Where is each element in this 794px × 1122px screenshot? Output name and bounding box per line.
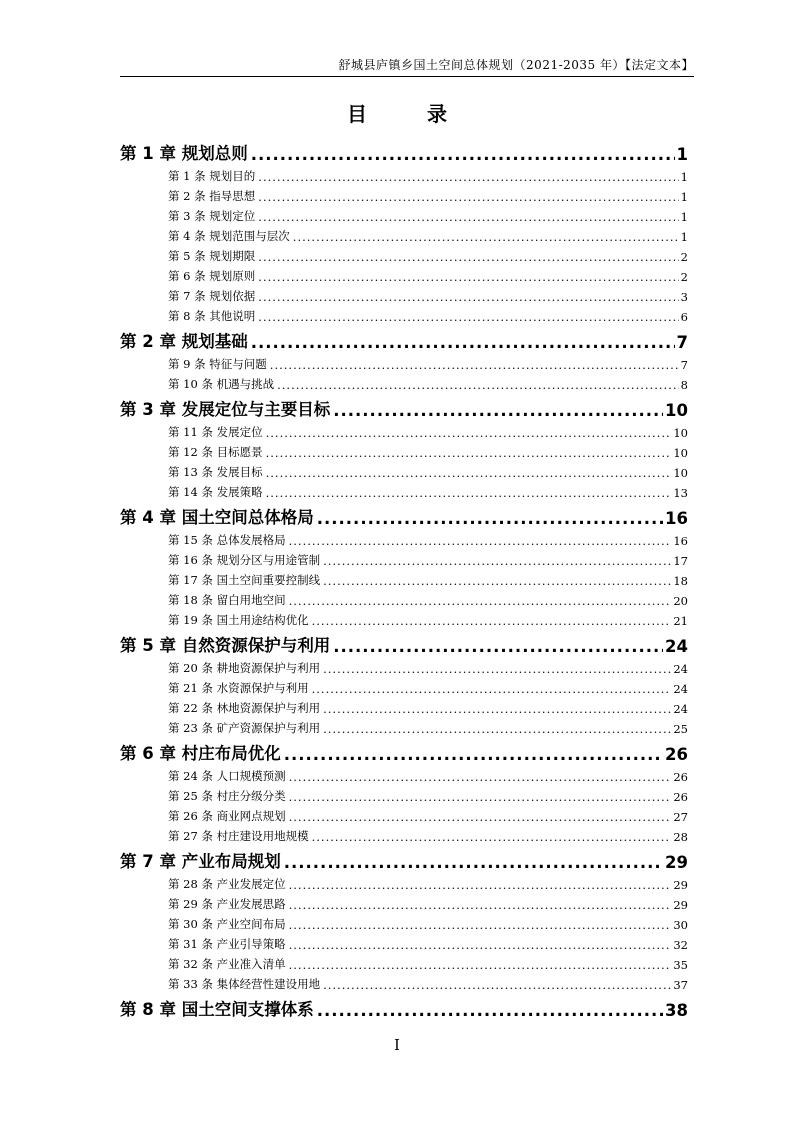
toc-chapter-entry[interactable] bbox=[120, 324, 688, 352]
toc-entry-label: 第 32 条 产业准入清单 bbox=[168, 957, 286, 971]
dot-leader bbox=[317, 509, 663, 528]
toc-entry-page: 16 bbox=[665, 509, 688, 528]
dot-leader bbox=[258, 210, 678, 224]
toc-entry-page: 7 bbox=[676, 333, 688, 352]
toc-entry-page: 10 bbox=[673, 446, 688, 460]
toc-entry-label: 第 20 条 耕地资源保护与利用 bbox=[168, 661, 321, 675]
dot-leader bbox=[333, 401, 663, 420]
dot-leader bbox=[289, 810, 672, 824]
toc-entry-label: 第 25 条 村庄分级分类 bbox=[168, 789, 286, 803]
toc-article-entry[interactable] bbox=[120, 952, 688, 972]
toc-article-entry[interactable] bbox=[120, 784, 688, 804]
toc-entry-label: 第 3 章 发展定位与主要目标 bbox=[120, 400, 331, 419]
dot-leader bbox=[289, 938, 672, 952]
dot-leader bbox=[266, 446, 672, 460]
toc-entry-page: 25 bbox=[673, 722, 688, 736]
toc-entry-page: 24 bbox=[673, 662, 688, 676]
toc-entry-label: 第 1 条 规划目的 bbox=[168, 169, 256, 183]
toc-entry-page: 24 bbox=[673, 682, 688, 696]
dot-leader bbox=[258, 310, 678, 324]
toc-entry-page: 3 bbox=[680, 290, 688, 304]
toc-entry-page: 26 bbox=[673, 790, 688, 804]
dot-leader bbox=[277, 378, 679, 392]
dot-leader bbox=[258, 190, 678, 204]
toc-entry-page: 20 bbox=[673, 594, 688, 608]
toc-entry-label: 第 6 条 规划原则 bbox=[168, 269, 256, 283]
dot-leader bbox=[266, 426, 672, 440]
toc-entry-page: 8 bbox=[680, 378, 688, 392]
toc-entry-page: 30 bbox=[673, 918, 688, 932]
toc-entry-label: 第 23 条 矿产资源保护与利用 bbox=[168, 721, 321, 735]
toc-chapter-entry[interactable] bbox=[120, 628, 688, 656]
running-header: 舒城县庐镇乡国土空间总体规划（2021-2035 年）【法定文本】 bbox=[338, 58, 694, 72]
toc-article-entry[interactable] bbox=[120, 352, 688, 372]
toc-chapter-entry[interactable] bbox=[120, 992, 688, 1020]
toc-entry-label: 第 30 条 产业空间布局 bbox=[168, 917, 286, 931]
toc-entry-page: 10 bbox=[665, 401, 688, 420]
toc-article-entry[interactable] bbox=[120, 764, 688, 784]
dot-leader bbox=[317, 1001, 663, 1020]
toc-article-entry[interactable] bbox=[120, 528, 688, 548]
toc-article-entry[interactable] bbox=[120, 656, 688, 676]
toc-article-entry[interactable] bbox=[120, 588, 688, 608]
toc-entry-label: 第 16 条 规划分区与用途管制 bbox=[168, 553, 321, 567]
toc-entry-label: 第 14 条 发展策略 bbox=[168, 485, 263, 499]
toc-entry-label: 第 33 条 集体经营性建设用地 bbox=[168, 977, 321, 991]
toc-article-entry[interactable] bbox=[120, 284, 688, 304]
toc-article-entry[interactable] bbox=[120, 440, 688, 460]
toc-article-entry[interactable] bbox=[120, 568, 688, 588]
toc-entry-label: 第 7 章 产业布局规划 bbox=[120, 852, 281, 871]
toc-entry-label: 第 29 条 产业发展思路 bbox=[168, 897, 286, 911]
dot-leader bbox=[251, 145, 675, 164]
toc-entry-label: 第 8 章 国土空间支撑体系 bbox=[120, 1000, 314, 1019]
toc-entry-page: 1 bbox=[680, 230, 688, 244]
dot-leader bbox=[312, 830, 672, 844]
toc-chapter-entry[interactable] bbox=[120, 844, 688, 872]
toc-article-entry[interactable] bbox=[120, 224, 688, 244]
dot-leader bbox=[284, 853, 663, 872]
toc-entry-page: 26 bbox=[665, 745, 688, 764]
toc-entry-page: 1 bbox=[680, 210, 688, 224]
toc-article-entry[interactable] bbox=[120, 164, 688, 184]
toc-entry-page: 29 bbox=[673, 898, 688, 912]
toc-chapter-entry[interactable] bbox=[120, 736, 688, 764]
toc-article-entry[interactable] bbox=[120, 804, 688, 824]
dot-leader bbox=[323, 662, 671, 676]
toc-entry-page: 13 bbox=[673, 486, 688, 500]
toc-entry-label: 第 21 条 水资源保护与利用 bbox=[168, 681, 309, 695]
toc-entry-page: 1 bbox=[680, 190, 688, 204]
toc-chapter-entry[interactable] bbox=[120, 500, 688, 528]
dot-leader bbox=[289, 958, 672, 972]
toc-entry-label: 第 24 条 人口规模预测 bbox=[168, 769, 286, 783]
toc-article-entry[interactable] bbox=[120, 696, 688, 716]
toc-entry-page: 18 bbox=[673, 574, 688, 588]
toc-article-entry[interactable] bbox=[120, 184, 688, 204]
toc-entry-label: 第 28 条 产业发展定位 bbox=[168, 877, 286, 891]
dot-leader bbox=[323, 574, 671, 588]
dot-leader bbox=[251, 333, 675, 352]
dot-leader bbox=[289, 770, 672, 784]
toc-entry-page: 24 bbox=[673, 702, 688, 716]
dot-leader bbox=[323, 978, 671, 992]
toc-entry-page: 24 bbox=[665, 637, 688, 656]
toc-article-entry[interactable] bbox=[120, 264, 688, 284]
toc-article-entry[interactable] bbox=[120, 304, 688, 324]
toc-entry-label: 第 27 条 村庄建设用地规模 bbox=[168, 829, 309, 843]
toc-entry-label: 第 13 条 发展目标 bbox=[168, 465, 263, 479]
dot-leader bbox=[333, 637, 663, 656]
toc-entry-label: 第 8 条 其他说明 bbox=[168, 309, 256, 323]
toc-article-entry[interactable] bbox=[120, 872, 688, 892]
dot-leader bbox=[312, 614, 672, 628]
dot-leader bbox=[289, 878, 672, 892]
toc-entry-page: 7 bbox=[680, 358, 688, 372]
toc-entry-page: 10 bbox=[673, 466, 688, 480]
toc-article-entry[interactable] bbox=[120, 932, 688, 952]
toc-entry-page: 38 bbox=[665, 1001, 688, 1020]
dot-leader bbox=[293, 230, 679, 244]
dot-leader bbox=[289, 918, 672, 932]
toc-entry-label: 第 3 条 规划定位 bbox=[168, 209, 256, 223]
toc-entry-page: 27 bbox=[673, 810, 688, 824]
toc-article-entry[interactable] bbox=[120, 460, 688, 480]
toc-article-entry[interactable] bbox=[120, 716, 688, 736]
dot-leader bbox=[289, 594, 672, 608]
toc-entry-label: 第 22 条 林地资源保护与利用 bbox=[168, 701, 321, 715]
dot-leader bbox=[284, 745, 663, 764]
toc-entry-label: 第 11 条 发展定位 bbox=[168, 425, 263, 439]
dot-leader bbox=[266, 486, 672, 500]
toc-entry-label: 第 15 条 总体发展格局 bbox=[168, 533, 286, 547]
dot-leader bbox=[312, 682, 672, 696]
toc-entry-label: 第 4 章 国土空间总体格局 bbox=[120, 508, 314, 527]
toc-entry-label: 第 5 章 自然资源保护与利用 bbox=[120, 636, 331, 655]
toc-entry-page: 2 bbox=[680, 250, 688, 264]
toc-entry-page: 16 bbox=[673, 534, 688, 548]
toc-article-entry[interactable] bbox=[120, 548, 688, 568]
dot-leader bbox=[270, 358, 679, 372]
toc-entry-page: 2 bbox=[680, 270, 688, 284]
dot-leader bbox=[258, 270, 678, 284]
dot-leader bbox=[323, 702, 671, 716]
dot-leader bbox=[323, 554, 671, 568]
toc-title: 目 录 bbox=[347, 102, 467, 126]
toc-entry-page: 6 bbox=[680, 310, 688, 324]
toc-entry-page: 1 bbox=[680, 170, 688, 184]
page-number: I bbox=[394, 1036, 400, 1054]
toc-article-entry[interactable] bbox=[120, 972, 688, 992]
dot-leader bbox=[258, 250, 678, 264]
dot-leader bbox=[258, 290, 678, 304]
toc-article-entry[interactable] bbox=[120, 204, 688, 224]
toc-article-entry[interactable] bbox=[120, 892, 688, 912]
toc-article-entry[interactable] bbox=[120, 676, 688, 696]
toc-entry-label: 第 12 条 目标愿景 bbox=[168, 445, 263, 459]
dot-leader bbox=[323, 722, 671, 736]
toc-entry-page: 26 bbox=[673, 770, 688, 784]
toc-article-entry[interactable] bbox=[120, 480, 688, 500]
toc-entry-page: 35 bbox=[673, 958, 688, 972]
toc-entry-label: 第 2 章 规划基础 bbox=[120, 332, 248, 351]
toc-article-entry[interactable] bbox=[120, 608, 688, 628]
toc-entry-label: 第 10 条 机遇与挑战 bbox=[168, 377, 275, 391]
toc-entry-label: 第 7 条 规划依据 bbox=[168, 289, 256, 303]
dot-leader bbox=[266, 466, 672, 480]
toc-entry-label: 第 5 条 规划期限 bbox=[168, 249, 256, 263]
toc-entry-label: 第 18 条 留白用地空间 bbox=[168, 593, 286, 607]
dot-leader bbox=[289, 790, 672, 804]
toc-chapter-entry[interactable] bbox=[120, 136, 688, 164]
dot-leader bbox=[289, 534, 672, 548]
header-rule bbox=[120, 76, 694, 77]
toc-entry-page: 29 bbox=[665, 853, 688, 872]
toc-chapter-entry[interactable] bbox=[120, 392, 688, 420]
toc-entry-label: 第 2 条 指导思想 bbox=[168, 189, 256, 203]
toc-entry-label: 第 19 条 国土用途结构优化 bbox=[168, 613, 309, 627]
toc-entry-label: 第 31 条 产业引导策略 bbox=[168, 937, 286, 951]
toc-entry-label: 第 9 条 特征与问题 bbox=[168, 357, 267, 371]
toc-entry-page: 37 bbox=[673, 978, 688, 992]
toc-entry-label: 第 26 条 商业网点规划 bbox=[168, 809, 286, 823]
toc-entry-page: 32 bbox=[673, 938, 688, 952]
toc-article-entry[interactable] bbox=[120, 372, 688, 392]
toc-entry-page: 28 bbox=[673, 830, 688, 844]
toc-article-entry[interactable] bbox=[120, 420, 688, 440]
toc-article-entry[interactable] bbox=[120, 244, 688, 264]
toc-entry-label: 第 1 章 规划总则 bbox=[120, 144, 248, 163]
toc-entry-page: 10 bbox=[673, 426, 688, 440]
table-of-contents bbox=[120, 136, 688, 1020]
toc-entry-page: 1 bbox=[676, 145, 688, 164]
toc-article-entry[interactable] bbox=[120, 824, 688, 844]
toc-entry-page: 21 bbox=[673, 614, 688, 628]
toc-article-entry[interactable] bbox=[120, 912, 688, 932]
toc-entry-label: 第 4 条 规划范围与层次 bbox=[168, 229, 290, 243]
toc-entry-label: 第 6 章 村庄布局优化 bbox=[120, 744, 281, 763]
toc-entry-page: 17 bbox=[673, 554, 688, 568]
toc-entry-page: 29 bbox=[673, 878, 688, 892]
toc-entry-label: 第 17 条 国土空间重要控制线 bbox=[168, 573, 321, 587]
dot-leader bbox=[289, 898, 672, 912]
dot-leader bbox=[258, 170, 678, 184]
